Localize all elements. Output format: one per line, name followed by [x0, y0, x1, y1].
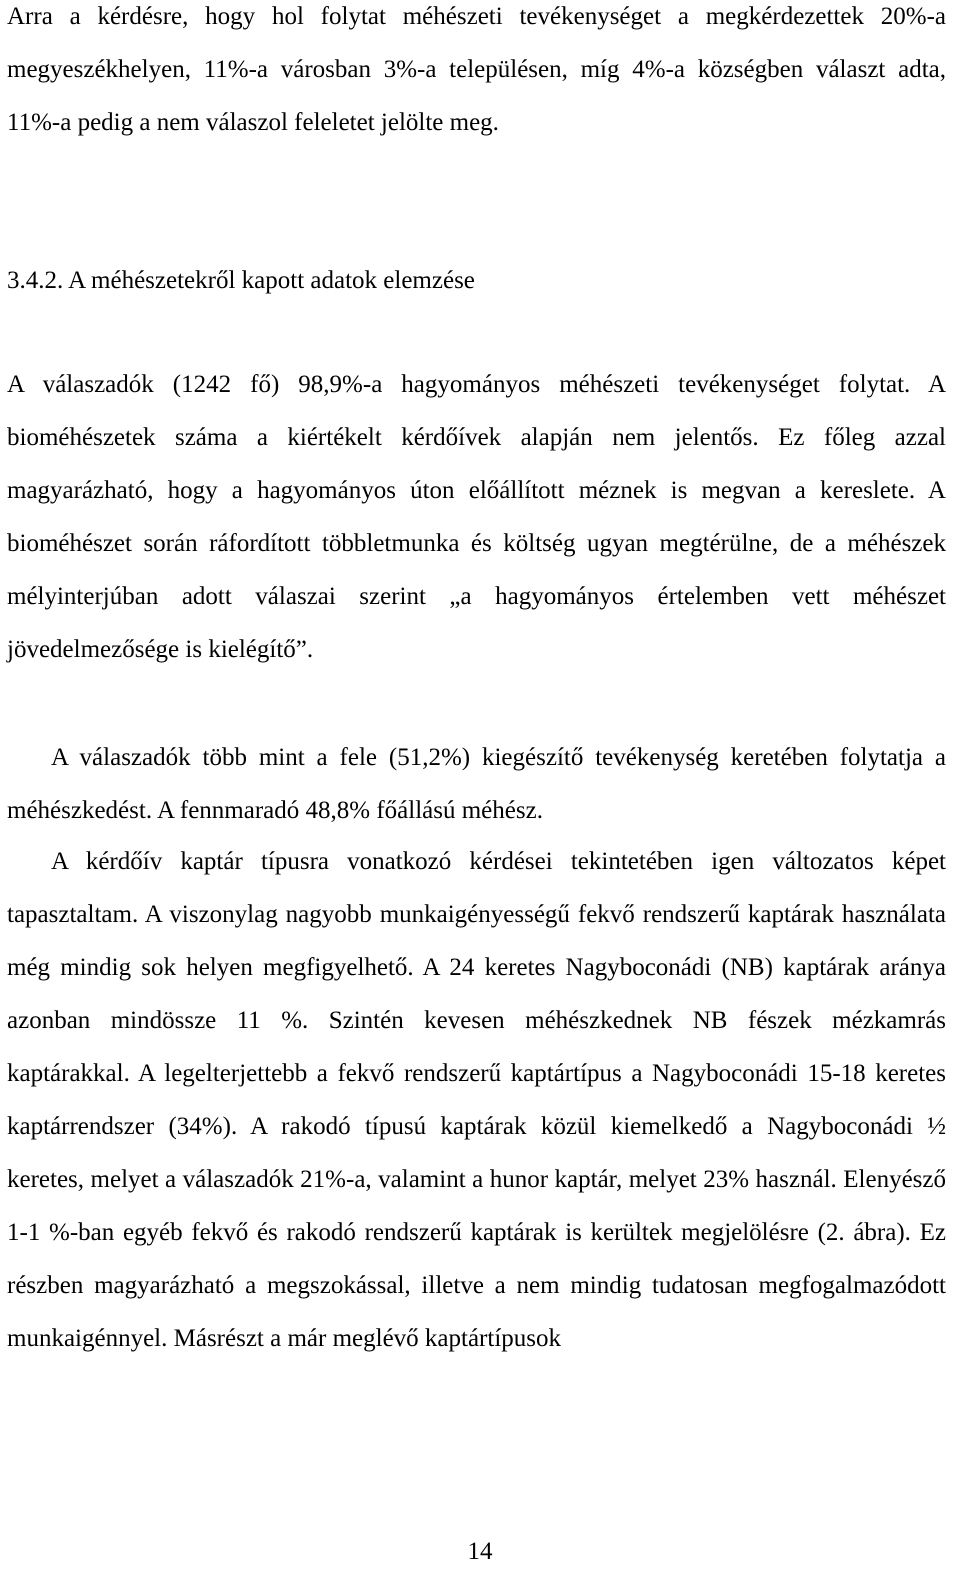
section-heading: 3.4.2. A méhészetekről kapott adatok elemzése: [7, 267, 475, 294]
page-number: 14: [467, 1538, 493, 1565]
paragraph-traditional-beekeeping: A válaszadók (1242 fő) 98,9%-a hagyományos méhészeti tevékenységet folytat. A bioméhészetek száma a kiértékelt kérdőívek alapján nem jelentős. Ez főleg azzal magyarázható, hogy a hagyományos úton előállított méznek is megvan a kereslete. A bioméhészet során ráfordított többletmunka és költség ugyan megtérülne, de a méhészek mélyinterjúban adott válaszai szerint „a hagyományos értelemben vett méhészet jövedelmezősége is kielégítő”.: [7, 371, 946, 663]
paragraph-hive-types: A kérdőív kaptár típusra vonatkozó kérdései tekintetében igen változatos képet tapasztaltam. A viszonylag nagyobb munkaigényességű fekvő rendszerű kaptárak használata még mindig sok helyen megfigyelhető. A 24 keretes Nagyboconádi (NB) kaptárak aránya azonban mindössze 11 %. Szintén kevesen méhészkednek NB fészek mézkamrás kaptárakkal. A legelterjettebb a fekvő rendszerű kaptártípus a Nagyboconádi 15-18 keretes kaptárrendszer (34%). A rakodó típusú kaptárak közül kiemelkedő a Nagyboconádi ½ keretes, melyet a válaszadók 21%-a, valamint a hunor kaptár, melyet 23% használ. Elenyésző 1-1 %-ban egyéb fekvő és rakodó rendszerű kaptárak is kerültek megjelölésre (2. ábra). Ez részben magyarázható a megszokással, illetve a nem mindig tudatosan megfogalmazódott munkaigénnyel. Másrészt a már meglévő kaptártípusok: [7, 848, 946, 1352]
paragraph-part-time-beekeepers: A válaszadók több mint a fele (51,2%) kiegészítő tevékenység keretében folytatja a méhészkedést. A fennmaradó 48,8% főállású méhész.: [7, 744, 946, 824]
paragraph-hive-location: Arra a kérdésre, hogy hol folytat méhészeti tevékenységet a megkérdezettek 20%-a megyeszékhelyen, 11%-a városban 3%-a településen, míg 4%-a községben választ adta, 11%-a pedig a nem válaszol feleletet jelölte meg.: [7, 3, 946, 136]
